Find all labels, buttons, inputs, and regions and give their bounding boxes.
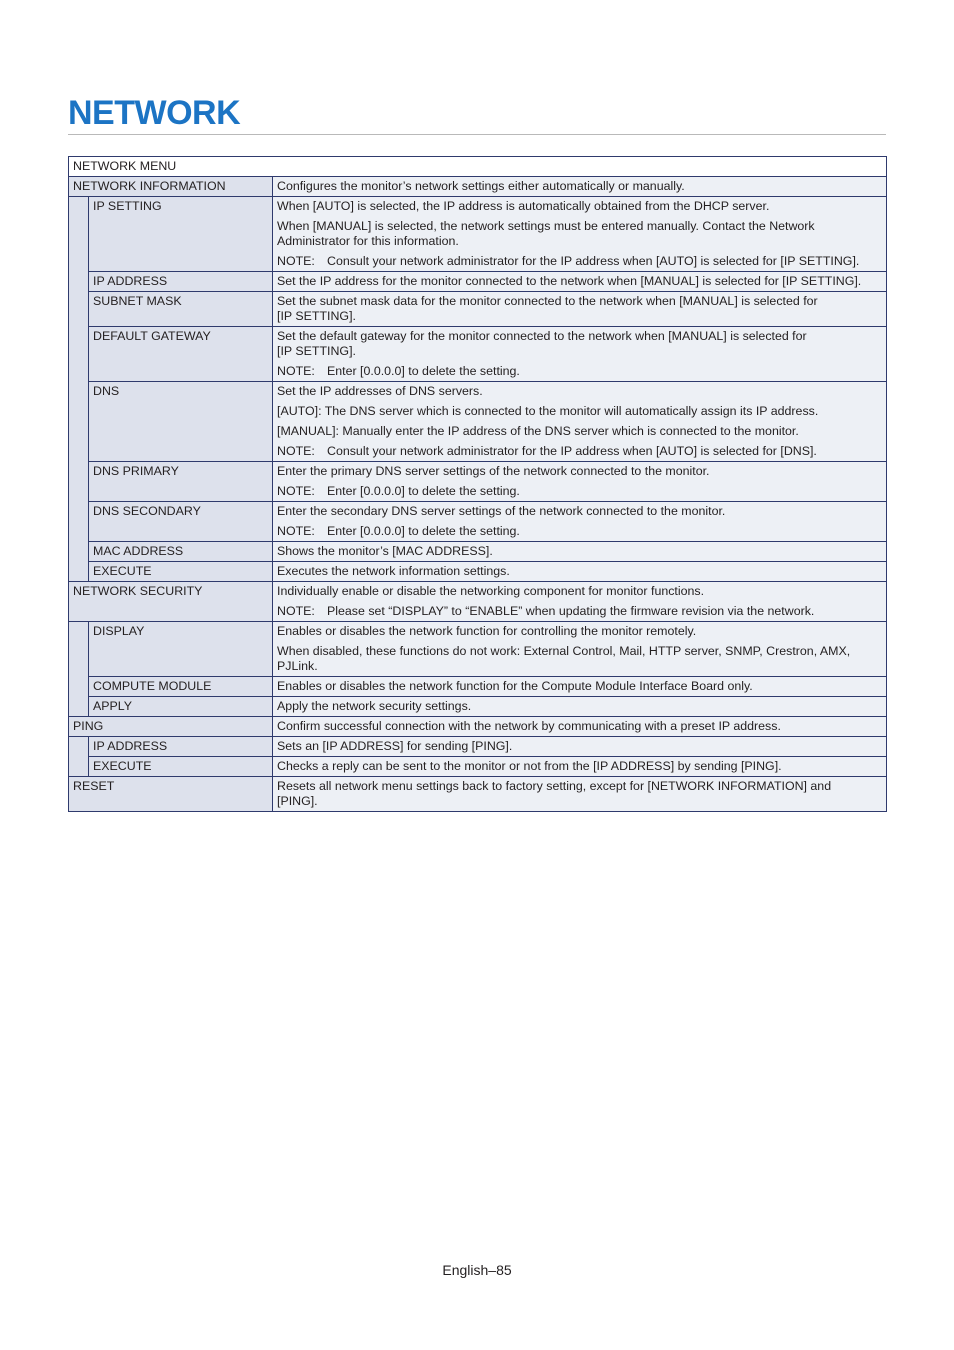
table-row bbox=[69, 622, 887, 677]
description-line: Apply the network security settings. bbox=[277, 699, 472, 713]
indent-gutter bbox=[69, 622, 89, 717]
description-line: [AUTO]: The DNS server which is connected to the monitor will automatically assign its IP address. bbox=[277, 404, 819, 418]
note-label: NOTE: bbox=[277, 254, 315, 268]
description-line: Sets an [IP ADDRESS] for sending [PING]. bbox=[277, 739, 513, 753]
description-line: Shows the monitor’s [MAC ADDRESS]. bbox=[277, 544, 493, 558]
menu-item-description bbox=[273, 757, 887, 777]
description-line: When disabled, these functions do not work: External Control, Mail, HTTP server, SNMP, Crestron, AMX, PJLink. bbox=[277, 644, 851, 673]
note-label: NOTE: bbox=[277, 484, 315, 498]
menu-item-label: NETWORK INFORMATION bbox=[69, 177, 273, 197]
menu-header: NETWORK MENU bbox=[69, 157, 887, 177]
table-row bbox=[69, 292, 887, 327]
table-row bbox=[69, 382, 887, 462]
submenu-item-label: DNS PRIMARY bbox=[89, 462, 273, 502]
description-line: Set the IP address for the monitor connected to the network when [MANUAL] is selected for [IP SETTING]. bbox=[277, 274, 862, 288]
menu-item-description bbox=[273, 382, 887, 462]
description-line: When [MANUAL] is selected, the network settings must be entered manually. Contact the Network Administrator for this information. bbox=[277, 219, 815, 248]
menu-item-description bbox=[273, 737, 887, 757]
note-line bbox=[277, 364, 882, 379]
indent-gutter bbox=[69, 737, 89, 777]
menu-item-label: NETWORK SECURITY bbox=[69, 582, 273, 622]
note-text: Enter [0.0.0.0] to delete the setting. bbox=[327, 484, 520, 498]
table-row bbox=[69, 197, 887, 272]
table-row bbox=[69, 327, 887, 382]
table-row bbox=[69, 502, 887, 542]
description-line: Enables or disables the network function for the Compute Module Interface Board only. bbox=[277, 679, 753, 693]
note-line bbox=[277, 604, 882, 619]
table-row bbox=[69, 582, 887, 622]
menu-item-description bbox=[273, 177, 887, 197]
submenu-item-label: DEFAULT GATEWAY bbox=[89, 327, 273, 382]
description-line: Resets all network menu settings back to factory setting, except for [NETWORK INFORMATION] and [PING]. bbox=[277, 779, 832, 808]
description-line: Enter the secondary DNS server settings of the network connected to the monitor. bbox=[277, 504, 726, 518]
note-label: NOTE: bbox=[277, 364, 315, 378]
submenu-item-label: MAC ADDRESS bbox=[89, 542, 273, 562]
submenu-item-label: COMPUTE MODULE bbox=[89, 677, 273, 697]
note-text: Enter [0.0.0.0] to delete the setting. bbox=[327, 364, 520, 378]
menu-item-description bbox=[273, 502, 887, 542]
description-line: Set the subnet mask data for the monitor connected to the network when [MANUAL] is selected for [IP SETTING]. bbox=[277, 294, 818, 323]
menu-item-description bbox=[273, 677, 887, 697]
table-row bbox=[69, 777, 887, 812]
page-title: NETWORK bbox=[68, 94, 241, 132]
note-label: NOTE: bbox=[277, 444, 315, 458]
table-row bbox=[69, 542, 887, 562]
table-row bbox=[69, 757, 887, 777]
title-divider bbox=[68, 134, 886, 135]
description-line: [MANUAL]: Manually enter the IP address of the DNS server which is connected to the monitor. bbox=[277, 424, 799, 438]
description-line: Set the default gateway for the monitor connected to the network when [MANUAL] is selected for [IP SETTING]. bbox=[277, 329, 807, 358]
menu-item-description bbox=[273, 272, 887, 292]
table-row bbox=[69, 272, 887, 292]
submenu-item-label: DISPLAY bbox=[89, 622, 273, 677]
note-text: Enter [0.0.0.0] to delete the setting. bbox=[327, 524, 520, 538]
description-line: Set the IP addresses of DNS servers. bbox=[277, 384, 483, 398]
description-line: Configures the monitor’s network settings either automatically or manually. bbox=[277, 179, 685, 193]
menu-item-label: PING bbox=[69, 717, 273, 737]
table-row bbox=[69, 462, 887, 502]
description-line: When [AUTO] is selected, the IP address is automatically obtained from the DHCP server. bbox=[277, 199, 770, 213]
indent-gutter bbox=[69, 197, 89, 582]
description-line: Enter the primary DNS server settings of the network connected to the monitor. bbox=[277, 464, 710, 478]
table-row bbox=[69, 177, 887, 197]
table-row bbox=[69, 677, 887, 697]
submenu-item-label: IP ADDRESS bbox=[89, 272, 273, 292]
menu-item-description bbox=[273, 717, 887, 737]
description-line: Checks a reply can be sent to the monitor or not from the [IP ADDRESS] by sending [PING]. bbox=[277, 759, 782, 773]
table-row bbox=[69, 717, 887, 737]
note-line bbox=[277, 444, 882, 459]
description-line: Confirm successful connection with the network by communicating with a preset IP address. bbox=[277, 719, 781, 733]
note-text: Please set “DISPLAY” to “ENABLE” when updating the firmware revision via the network. bbox=[327, 604, 815, 618]
note-line bbox=[277, 524, 882, 539]
menu-item-description bbox=[273, 542, 887, 562]
submenu-item-label: EXECUTE bbox=[89, 562, 273, 582]
table-row bbox=[69, 737, 887, 757]
menu-item-description bbox=[273, 582, 887, 622]
menu-item-description bbox=[273, 697, 887, 717]
description-line: Executes the network information settings. bbox=[277, 564, 510, 578]
menu-item-description bbox=[273, 777, 887, 812]
submenu-item-label: IP SETTING bbox=[89, 197, 273, 272]
note-label: NOTE: bbox=[277, 604, 315, 618]
menu-item-description bbox=[273, 562, 887, 582]
description-line: Individually enable or disable the networking component for monitor functions. bbox=[277, 584, 705, 598]
submenu-item-label: APPLY bbox=[89, 697, 273, 717]
note-line bbox=[277, 484, 882, 499]
submenu-item-label: IP ADDRESS bbox=[89, 737, 273, 757]
menu-item-description bbox=[273, 197, 887, 272]
network-menu-table bbox=[68, 156, 887, 812]
submenu-item-label: DNS bbox=[89, 382, 273, 462]
menu-item-description bbox=[273, 292, 887, 327]
submenu-item-label: SUBNET MASK bbox=[89, 292, 273, 327]
menu-item-description bbox=[273, 327, 887, 382]
description-line: Enables or disables the network function for controlling the monitor remotely. bbox=[277, 624, 697, 638]
page-number: English–85 bbox=[442, 1262, 512, 1278]
note-label: NOTE: bbox=[277, 524, 315, 538]
note-line bbox=[277, 254, 882, 269]
menu-item-description bbox=[273, 622, 887, 677]
table-row bbox=[69, 562, 887, 582]
menu-item-description bbox=[273, 462, 887, 502]
note-text: Consult your network administrator for the IP address when [AUTO] is selected for [IP SETTING]. bbox=[327, 254, 860, 268]
note-text: Consult your network administrator for the IP address when [AUTO] is selected for [DNS]. bbox=[327, 444, 817, 458]
submenu-item-label: DNS SECONDARY bbox=[89, 502, 273, 542]
submenu-item-label: EXECUTE bbox=[89, 757, 273, 777]
table-header-row bbox=[69, 157, 887, 177]
menu-item-label: RESET bbox=[69, 777, 273, 812]
table-row bbox=[69, 697, 887, 717]
